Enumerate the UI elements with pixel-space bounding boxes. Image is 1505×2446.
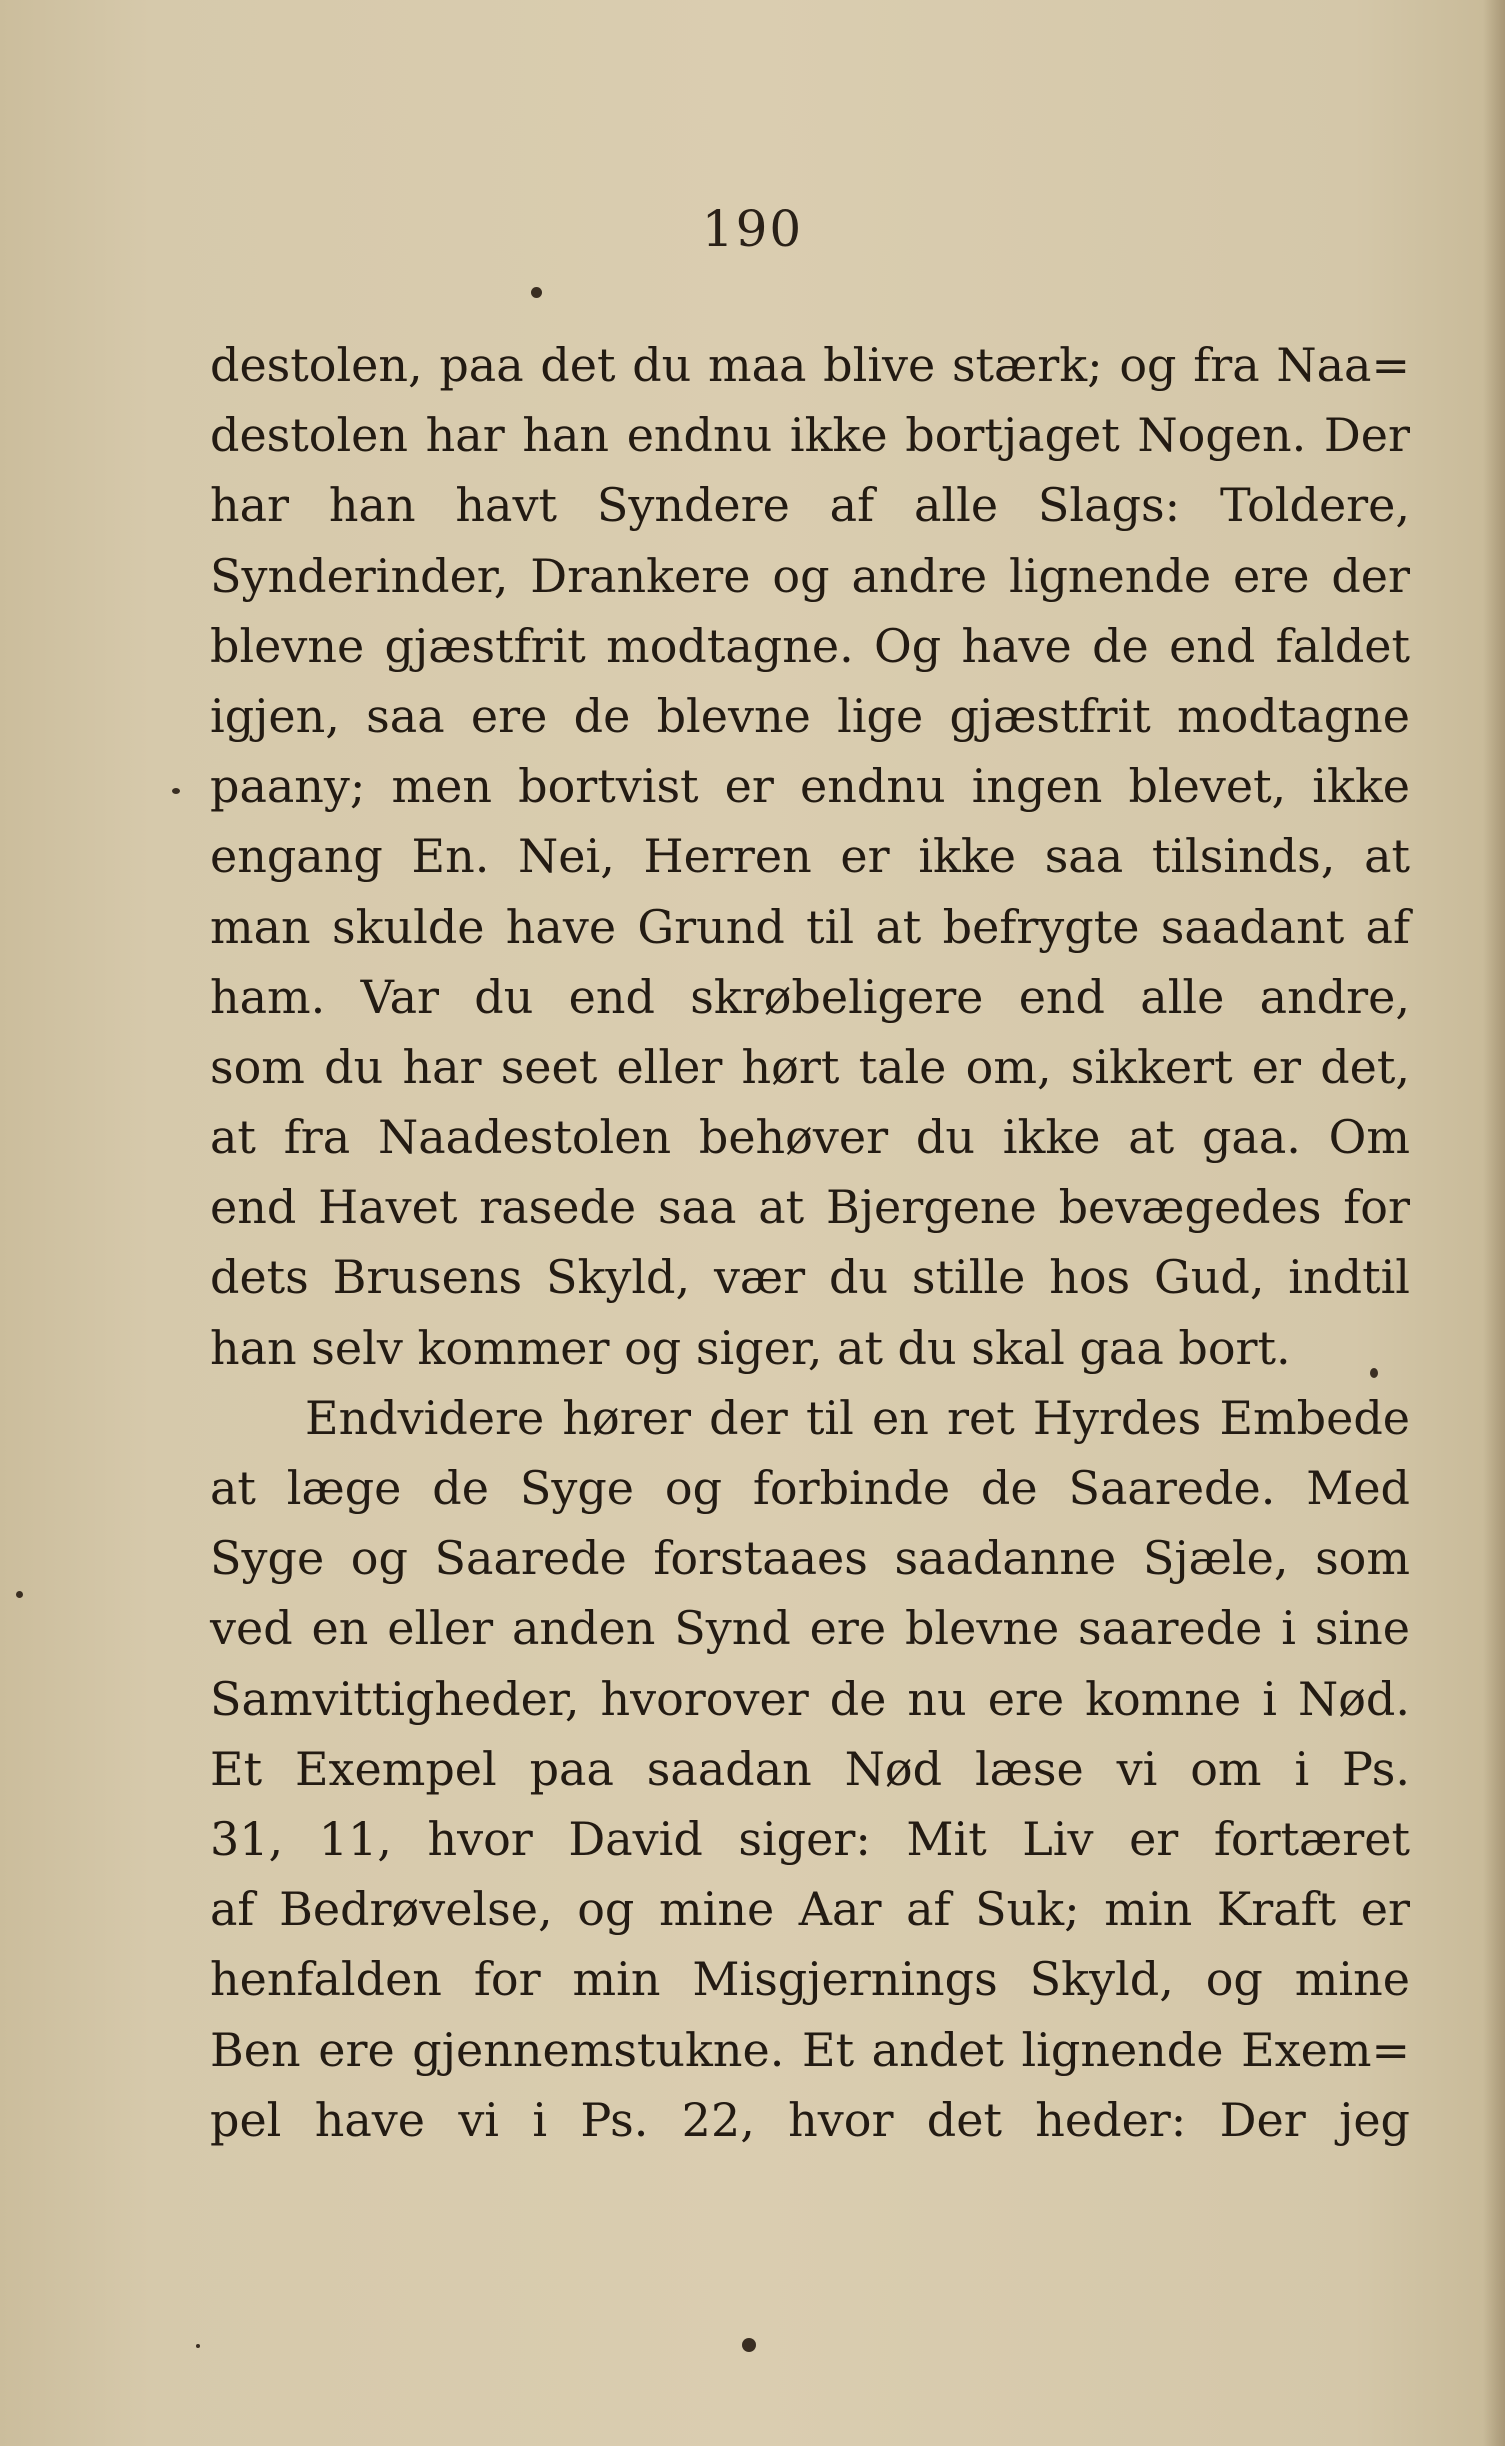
ink-speck xyxy=(1370,1368,1378,1378)
body-text xyxy=(210,330,1410,2155)
ink-speck xyxy=(196,2344,200,2348)
text-line: han selv kommer og siger, at du skal gaa bort. xyxy=(210,1320,1291,1375)
page-number: 190 xyxy=(701,200,804,258)
text-line: pel have vi i Ps. 22, hvor det heder: Der jeg xyxy=(210,2092,1410,2147)
text-line: destolen har han endnu ikke bortjaget Nogen. Der xyxy=(210,408,1410,463)
text-line: destolen, paa det du maa blive stærk; og fra Naa= xyxy=(210,338,1410,392)
text-line: blevne gjæstfrit modtagne. Og have de end faldet xyxy=(210,618,1410,673)
text-line: at læge de Syge og forbinde de Saarede. Med xyxy=(210,1461,1410,1515)
text-line: har han havt Syndere af alle Slags: Toldere, xyxy=(210,478,1410,533)
text-line: end Havet rasede saa at Bjergene bevægedes for xyxy=(210,1180,1410,1235)
ink-speck xyxy=(16,1591,23,1598)
text-line: engang En. Nei, Herren er ikke saa tilsinds, at xyxy=(210,829,1410,884)
text-line: af Bedrøvelse, og mine Aar af Suk; min Kraft er xyxy=(210,1882,1410,1937)
page-edge-shadow xyxy=(1483,0,1505,2446)
text-line: Synderinder, Drankere og andre lignende ere der xyxy=(210,548,1410,603)
text-line: igjen, saa ere de blevne lige gjæstfrit modtagne xyxy=(210,688,1410,743)
text-line: Samvittigheder, hvorover de nu ere komne i Nød. xyxy=(210,1671,1410,1726)
text-line: Syge og Saarede forstaaes saadanne Sjæle, som xyxy=(210,1531,1410,1586)
text-line: Ben ere gjennemstukne. Et andet lignende Exem= xyxy=(210,2022,1410,2077)
text-line: ved en eller anden Synd ere blevne saarede i sine xyxy=(210,1601,1410,1656)
text-line: Endvidere hører der til en ret Hyrdes Embede xyxy=(305,1390,1410,1445)
text-line: ham. Var du end skrøbeligere end alle andre, xyxy=(210,969,1410,1024)
text-line: dets Brusens Skyld, vær du stille hos Gud, indtil xyxy=(210,1250,1410,1305)
text-line: man skulde have Grund til at befrygte saadant af xyxy=(210,899,1410,954)
text-line: henfalden for min Misgjernings Skyld, og mine xyxy=(210,1952,1410,2007)
ink-speck xyxy=(531,287,542,298)
text-line: Et Exempel paa saadan Nød læse vi om i Ps. xyxy=(210,1741,1410,1796)
text-line: som du har seet eller hørt tale om, sikkert er det, xyxy=(210,1039,1410,1094)
ink-speck xyxy=(742,2338,756,2352)
text-line: paany; men bortvist er endnu ingen blevet, ikke xyxy=(210,759,1410,814)
text-line: 31, 11, hvor David siger: Mit Liv er fortæret xyxy=(210,1811,1410,1866)
ink-speck xyxy=(172,788,180,794)
text-line: at fra Naadestolen behøver du ikke at gaa. Om xyxy=(210,1110,1410,1165)
